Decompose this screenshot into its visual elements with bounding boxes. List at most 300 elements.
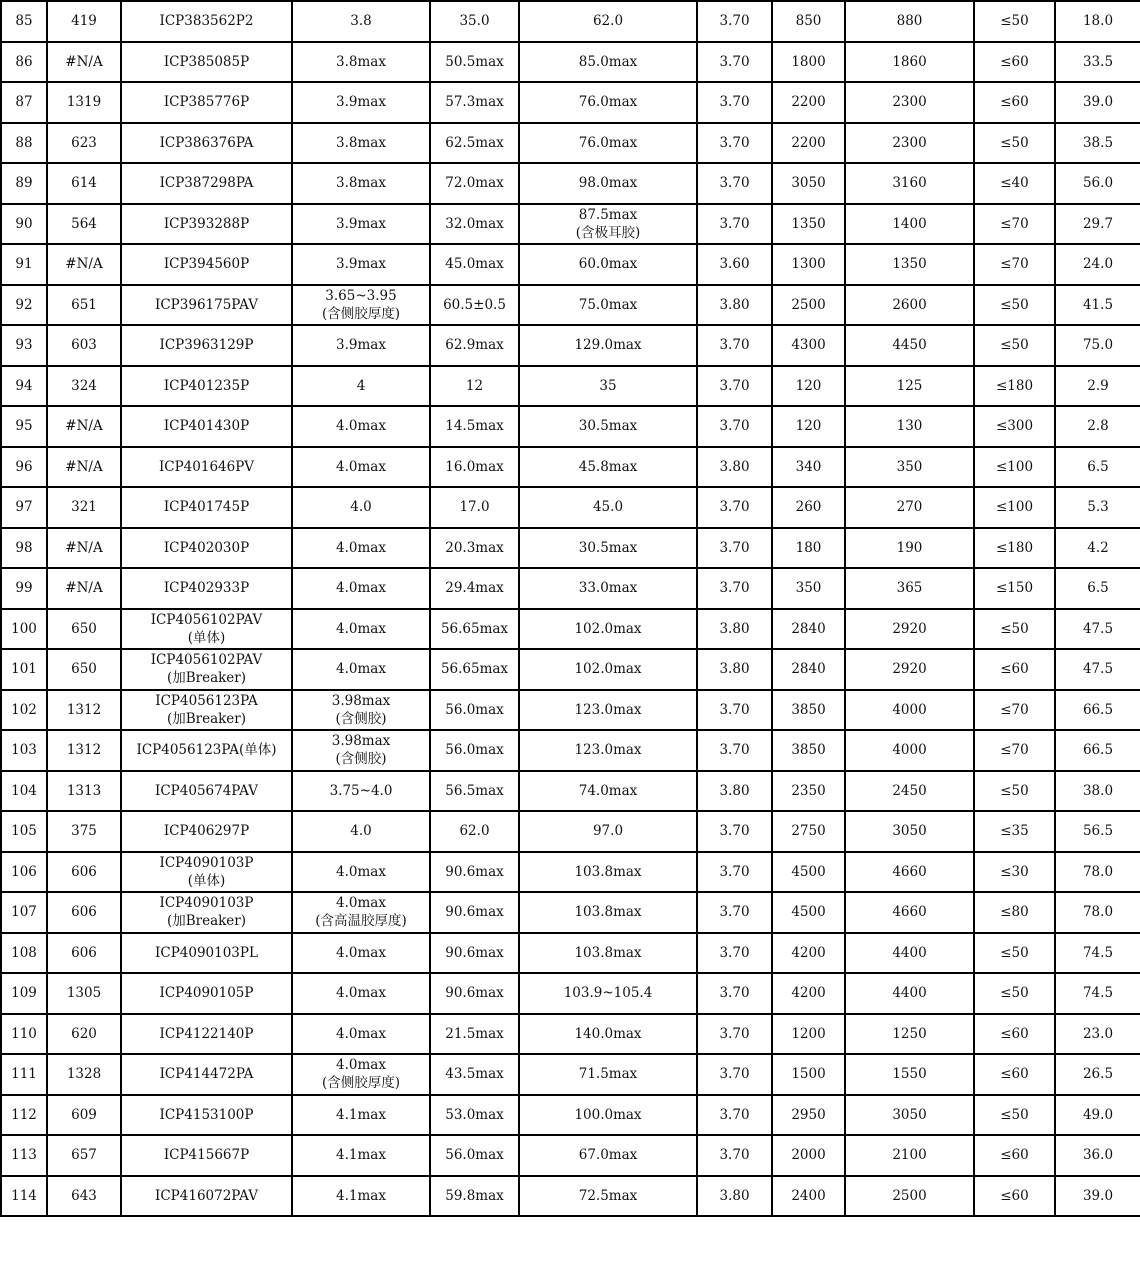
cell-weight [1055, 730, 1140, 771]
cell-model [121, 1095, 292, 1136]
cell-text-line: 95 [15, 418, 33, 435]
cell-text-line: 350 [795, 580, 822, 597]
cell-min-capacity [772, 730, 845, 771]
cell-voltage [697, 447, 772, 488]
cell-model [121, 1014, 292, 1055]
cell-typ-capacity [845, 690, 974, 731]
cell-min-capacity [772, 1054, 845, 1095]
cell-width [430, 1095, 519, 1136]
cell-text-line: ≤60 [1000, 1187, 1029, 1204]
cell-text-line: 57.3max [445, 94, 504, 111]
cell-text-line: #N/A [65, 539, 103, 556]
cell-text-line: ≤50 [1000, 1106, 1029, 1123]
cell-text-line: 4400 [892, 944, 927, 961]
cell-code [47, 82, 121, 123]
cell-min-capacity [772, 528, 845, 569]
cell-text-line: 606 [71, 904, 97, 921]
cell-min-capacity [772, 892, 845, 933]
cell-text-line: ≤60 [1000, 53, 1029, 70]
cell-text-line: 91 [15, 256, 33, 273]
cell-text-line: #N/A [65, 418, 103, 435]
cell-text-line: ICP394560P [163, 256, 250, 273]
cell-text-line: ICP4122140P [159, 1025, 254, 1042]
cell-text-line: 564 [71, 215, 97, 232]
cell-length [519, 690, 697, 731]
cell-text-line: ≤30 [1000, 863, 1029, 880]
cell-weight [1055, 811, 1140, 852]
cell-width [430, 730, 519, 771]
cell-text-line: 2840 [791, 661, 826, 678]
cell-code [47, 973, 121, 1014]
table-row [1, 892, 1140, 933]
cell-text-line: 2920 [892, 661, 927, 678]
cell-text-line: ≤50 [1000, 13, 1029, 30]
cell-text-line: 4.0max [336, 1025, 386, 1042]
cell-thickness [292, 1054, 430, 1095]
cell-text-line: 350 [896, 458, 923, 475]
cell-model [121, 973, 292, 1014]
cell-model [121, 1054, 292, 1095]
cell-length [519, 447, 697, 488]
cell-text-line: 3.70 [719, 1025, 750, 1042]
cell-text-line: #N/A [65, 256, 103, 273]
cell-text-line: 97.0 [592, 823, 624, 840]
table-row [1, 609, 1140, 650]
cell-text-line: 3.8max [336, 134, 386, 151]
cell-length [519, 730, 697, 771]
cell-text-line: 3.70 [719, 944, 750, 961]
cell-text-line: 6.5 [1087, 580, 1109, 597]
table-row [1, 366, 1140, 407]
cell-text-line: ≤70 [1000, 742, 1029, 759]
cell-voltage [697, 1135, 772, 1176]
cell-model [121, 447, 292, 488]
cell-width [430, 325, 519, 366]
cell-voltage [697, 690, 772, 731]
cell-typ-capacity [845, 933, 974, 974]
cell-index [1, 1135, 47, 1176]
table-row [1, 1, 1140, 42]
cell-text-line: 365 [896, 580, 923, 597]
cell-text-line: 72.0max [445, 175, 504, 192]
cell-text-line: 39.0 [1082, 94, 1114, 111]
cell-text-line: ICP401430P [163, 418, 250, 435]
cell-impedance [974, 690, 1055, 731]
cell-text-line: ICP4056123PA [155, 692, 258, 709]
cell-length [519, 1054, 697, 1095]
cell-typ-capacity [845, 163, 974, 204]
cell-text-line: 97 [15, 499, 33, 516]
cell-thickness [292, 811, 430, 852]
cell-text-line: 623 [71, 134, 97, 151]
cell-impedance [974, 568, 1055, 609]
cell-text-line: 90 [15, 215, 33, 232]
cell-text-line: 4.0max [336, 661, 386, 678]
cell-typ-capacity [845, 568, 974, 609]
cell-text-line: 4.2 [1087, 539, 1109, 556]
cell-text-line: ICP416072PAV [155, 1187, 258, 1204]
cell-text-line: ≤50 [1000, 782, 1029, 799]
cell-text-line: 3.70 [719, 985, 750, 1002]
cell-text-line: 99 [15, 580, 33, 597]
cell-text-line: 106 [11, 863, 37, 880]
cell-text-line: 3.70 [719, 863, 750, 880]
cell-text-line: 105 [11, 823, 37, 840]
cell-impedance [974, 1135, 1055, 1176]
cell-min-capacity [772, 649, 845, 690]
table-row [1, 163, 1140, 204]
cell-code [47, 852, 121, 893]
cell-model [121, 82, 292, 123]
cell-text-line: ≤150 [995, 580, 1034, 597]
cell-text-line: ≤40 [1000, 175, 1029, 192]
cell-weight [1055, 204, 1140, 245]
cell-text-line: 87 [15, 94, 33, 111]
cell-text-line: ≤100 [995, 458, 1034, 475]
cell-text-line: 603 [71, 337, 97, 354]
cell-text-line: ICP385085P [163, 53, 250, 70]
cell-text-line: 88 [15, 134, 33, 151]
cell-text-line: 1350 [791, 215, 826, 232]
cell-width [430, 852, 519, 893]
cell-length [519, 892, 697, 933]
cell-text-line: 3.98max [331, 692, 391, 709]
cell-text-line: 36.0 [1082, 1147, 1114, 1164]
cell-impedance [974, 406, 1055, 447]
cell-width [430, 771, 519, 812]
cell-impedance [974, 1095, 1055, 1136]
cell-voltage [697, 771, 772, 812]
cell-typ-capacity [845, 649, 974, 690]
cell-text-line: 23.0 [1082, 1025, 1114, 1042]
cell-text-line: 3.80 [719, 296, 750, 313]
cell-text-line: 3.70 [719, 53, 750, 70]
cell-text-line: 3850 [791, 742, 826, 759]
cell-code [47, 609, 121, 650]
cell-code [47, 487, 121, 528]
cell-typ-capacity [845, 973, 974, 1014]
cell-voltage [697, 811, 772, 852]
cell-text-line: 30.5max [578, 418, 638, 435]
cell-text-line: 107 [11, 904, 37, 921]
cell-index [1, 811, 47, 852]
cell-code [47, 1, 121, 42]
cell-width [430, 123, 519, 164]
cell-impedance [974, 163, 1055, 204]
cell-text-line: 4500 [791, 904, 826, 921]
cell-text-line: 120 [795, 418, 822, 435]
cell-text-line: 4000 [892, 701, 927, 718]
cell-weight [1055, 406, 1140, 447]
cell-thickness [292, 1014, 430, 1055]
cell-text-line: 56.0 [1082, 175, 1114, 192]
cell-code [47, 204, 121, 245]
table-row [1, 771, 1140, 812]
cell-thickness [292, 285, 430, 326]
cell-text-line: 3160 [892, 175, 927, 192]
cell-text-line: 53.0max [445, 1106, 504, 1123]
cell-min-capacity [772, 568, 845, 609]
cell-thickness [292, 771, 430, 812]
cell-min-capacity [772, 852, 845, 893]
cell-length [519, 973, 697, 1014]
cell-code [47, 811, 121, 852]
cell-text-line: 90.6max [445, 863, 504, 880]
cell-weight [1055, 487, 1140, 528]
cell-text-line: ICP402933P [163, 580, 250, 597]
table-row [1, 1176, 1140, 1217]
cell-text-line: 5.3 [1087, 499, 1109, 516]
cell-text-line: 108 [11, 944, 37, 961]
cell-text-line: 62.9max [445, 337, 504, 354]
cell-voltage [697, 649, 772, 690]
cell-length [519, 366, 697, 407]
cell-width [430, 366, 519, 407]
cell-text-line: 3.9max [336, 215, 386, 232]
cell-text-line: 47.5 [1082, 661, 1114, 678]
cell-text-line: 3.70 [719, 742, 750, 759]
cell-text-line: 3.80 [719, 458, 750, 475]
cell-text-line: 56.65max [440, 661, 509, 678]
cell-index [1, 1, 47, 42]
cell-voltage [697, 487, 772, 528]
cell-text-line: 104 [11, 782, 37, 799]
cell-length [519, 487, 697, 528]
cell-width [430, 204, 519, 245]
cell-text-line: 3.98max [331, 733, 391, 750]
cell-text-line: 113 [11, 1147, 37, 1164]
cell-voltage [697, 366, 772, 407]
cell-text-line: 4300 [791, 337, 826, 354]
cell-text-line: 4200 [791, 985, 826, 1002]
table-row [1, 204, 1140, 245]
cell-text-line: 3.70 [719, 499, 750, 516]
cell-weight [1055, 1095, 1140, 1136]
cell-length [519, 933, 697, 974]
cell-length [519, 1135, 697, 1176]
cell-text-line: ICP393288P [163, 215, 250, 232]
cell-text-line: 76.0max [578, 134, 638, 151]
cell-text-line: 67.0max [578, 1147, 638, 1164]
cell-text-line: 2950 [791, 1106, 826, 1123]
cell-text-line: 3.8 [350, 13, 372, 30]
table-row [1, 528, 1140, 569]
cell-text-line: ICP401646PV [158, 458, 255, 475]
cell-thickness [292, 244, 430, 285]
cell-impedance [974, 244, 1055, 285]
cell-weight [1055, 528, 1140, 569]
cell-model [121, 1135, 292, 1176]
cell-text-line: 657 [71, 1147, 97, 1164]
cell-text-line: 4.0max [336, 458, 386, 475]
cell-thickness [292, 406, 430, 447]
cell-impedance [974, 42, 1055, 83]
cell-index [1, 1054, 47, 1095]
cell-weight [1055, 366, 1140, 407]
cell-index [1, 244, 47, 285]
cell-code [47, 771, 121, 812]
cell-impedance [974, 285, 1055, 326]
cell-thickness [292, 568, 430, 609]
cell-text-line: 2200 [791, 94, 826, 111]
cell-text-line: ≤50 [1000, 944, 1029, 961]
cell-model [121, 649, 292, 690]
cell-typ-capacity [845, 487, 974, 528]
cell-text-line: ≤100 [995, 499, 1034, 516]
cell-code [47, 1176, 121, 1217]
cell-text-line: 47.5 [1082, 620, 1114, 637]
cell-min-capacity [772, 42, 845, 83]
cell-weight [1055, 447, 1140, 488]
cell-weight [1055, 771, 1140, 812]
cell-text-line: 1400 [892, 215, 927, 232]
cell-impedance [974, 973, 1055, 1014]
cell-text-line: 56.65max [440, 620, 509, 637]
cell-min-capacity [772, 973, 845, 1014]
cell-model [121, 285, 292, 326]
cell-voltage [697, 1054, 772, 1095]
cell-width [430, 42, 519, 83]
cell-text-line: 3.80 [719, 661, 750, 678]
cell-text-line: 3050 [892, 823, 927, 840]
cell-voltage [697, 204, 772, 245]
cell-min-capacity [772, 82, 845, 123]
cell-typ-capacity [845, 1054, 974, 1095]
cell-thickness [292, 325, 430, 366]
cell-text-line: 4.0max [336, 539, 386, 556]
cell-text-note: (加Breaker) [166, 710, 247, 727]
cell-text-line: 260 [795, 499, 822, 516]
cell-model [121, 1, 292, 42]
cell-text-line: 78.0 [1082, 863, 1114, 880]
cell-text-line: 606 [71, 944, 97, 961]
cell-index [1, 649, 47, 690]
cell-text-line: 29.4max [445, 580, 504, 597]
cell-text-line: 2100 [892, 1147, 927, 1164]
cell-index [1, 568, 47, 609]
cell-text-line: 38.5 [1082, 134, 1114, 151]
cell-model [121, 771, 292, 812]
cell-text-line: 103.8max [574, 863, 642, 880]
cell-length [519, 204, 697, 245]
cell-text-line: 2.8 [1087, 418, 1109, 435]
table-row [1, 973, 1140, 1014]
cell-text-line: 614 [71, 175, 97, 192]
cell-code [47, 933, 121, 974]
cell-length [519, 163, 697, 204]
cell-model [121, 123, 292, 164]
cell-weight [1055, 325, 1140, 366]
cell-text-line: 1350 [892, 256, 927, 273]
cell-weight [1055, 649, 1140, 690]
cell-text-line: 30.5max [578, 539, 638, 556]
cell-text-line: 26.5 [1082, 1066, 1114, 1083]
cell-width [430, 1135, 519, 1176]
cell-text-line: 74.0max [578, 782, 638, 799]
cell-text-line: 114 [11, 1187, 37, 1204]
cell-text-line: 3.70 [719, 823, 750, 840]
cell-text-line: 59.8max [445, 1187, 504, 1204]
cell-length [519, 609, 697, 650]
cell-text-line: 16.0max [445, 458, 504, 475]
cell-voltage [697, 1095, 772, 1136]
cell-text-line: 3.70 [719, 377, 750, 394]
cell-width [430, 568, 519, 609]
table-row [1, 123, 1140, 164]
cell-text-line: 1800 [791, 53, 826, 70]
cell-text-line: 4660 [892, 863, 927, 880]
cell-text-line: 3050 [791, 175, 826, 192]
cell-text-line: 41.5 [1082, 296, 1114, 313]
cell-typ-capacity [845, 42, 974, 83]
cell-code [47, 325, 121, 366]
cell-text-line: 1250 [892, 1025, 927, 1042]
cell-index [1, 406, 47, 447]
cell-text-note: (加Breaker) [166, 670, 247, 687]
cell-model [121, 204, 292, 245]
cell-text-line: 3.70 [719, 539, 750, 556]
cell-text-line: ≤50 [1000, 985, 1029, 1002]
cell-text-line: 3.70 [719, 134, 750, 151]
cell-thickness [292, 690, 430, 731]
cell-model [121, 933, 292, 974]
cell-width [430, 447, 519, 488]
cell-weight [1055, 1, 1140, 42]
cell-text-line: 2.9 [1087, 377, 1109, 394]
cell-text-line: 125 [896, 377, 923, 394]
cell-min-capacity [772, 406, 845, 447]
cell-index [1, 285, 47, 326]
cell-thickness [292, 1095, 430, 1136]
cell-weight [1055, 892, 1140, 933]
cell-text-note: (含侧胶厚度) [321, 305, 401, 322]
table-row [1, 1095, 1140, 1136]
cell-model [121, 244, 292, 285]
cell-length [519, 1095, 697, 1136]
cell-min-capacity [772, 811, 845, 852]
cell-text-line: 1300 [791, 256, 826, 273]
cell-text-line: 110 [11, 1025, 37, 1042]
cell-text-line: 1319 [66, 94, 102, 111]
cell-text-line: 2350 [791, 782, 826, 799]
cell-typ-capacity [845, 811, 974, 852]
cell-code [47, 730, 121, 771]
cell-code [47, 244, 121, 285]
cell-model [121, 892, 292, 933]
cell-index [1, 1176, 47, 1217]
cell-typ-capacity [845, 528, 974, 569]
cell-code [47, 1014, 121, 1055]
cell-text-line: 4.0 [350, 499, 372, 516]
cell-text-line: ICP4056123PA(单体) [136, 742, 277, 759]
cell-text-line: 120 [795, 377, 822, 394]
table-row [1, 1135, 1140, 1176]
cell-weight [1055, 244, 1140, 285]
cell-thickness [292, 82, 430, 123]
cell-text-line: 3.9max [336, 256, 386, 273]
cell-text-line: 49.0 [1082, 1106, 1114, 1123]
cell-text-line: 1550 [892, 1066, 927, 1083]
cell-impedance [974, 811, 1055, 852]
cell-text-line: 112 [11, 1106, 37, 1123]
cell-thickness [292, 447, 430, 488]
cell-weight [1055, 609, 1140, 650]
cell-text-line: ICP4090103PL [155, 944, 258, 961]
cell-thickness [292, 528, 430, 569]
cell-text-line: 3.65~3.95 [325, 287, 397, 304]
cell-text-line: 86 [15, 53, 33, 70]
cell-text-line: 3050 [892, 1106, 927, 1123]
